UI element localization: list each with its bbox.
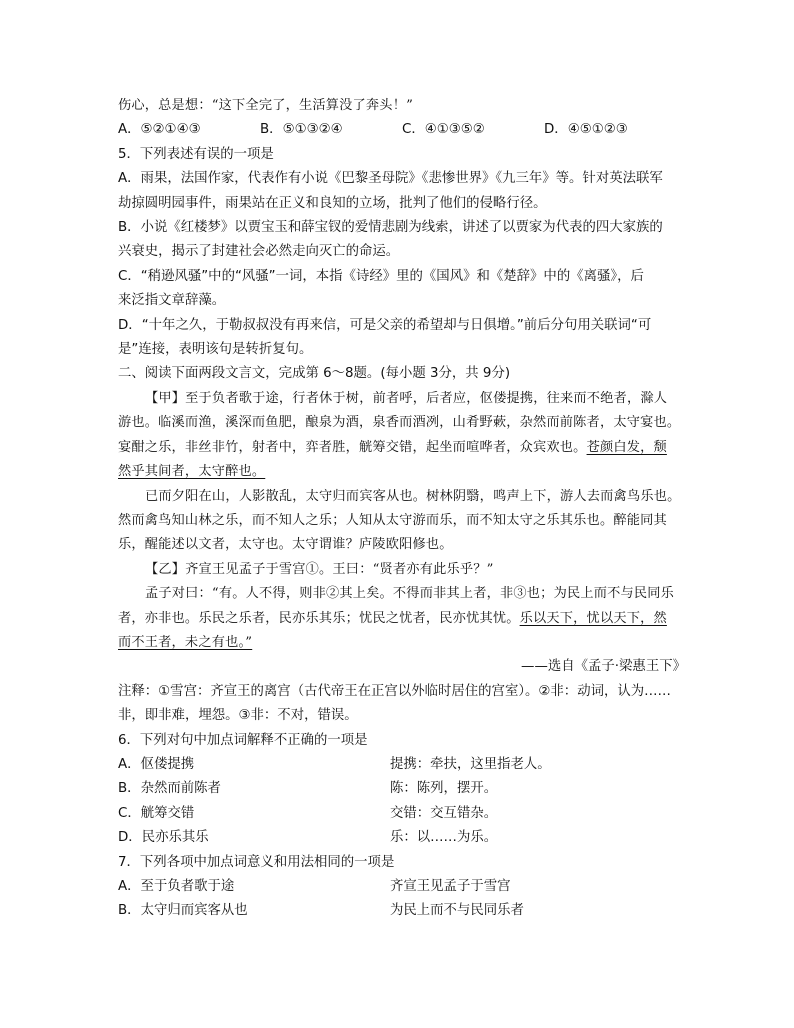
annotation-line1: 注释：①雪宫：齐宣王的离宫（古代帝王在正宫以外临时居住的宫室）。②非：动词，认为…… xyxy=(118,683,671,699)
q5-stem: 5．下列表述有误的一项是 xyxy=(118,146,274,162)
passage-jia-line7: 乐，醒能述以文者，太守也。太守谓谁？庐陵欧阳修也。 xyxy=(118,537,453,553)
q4-option-d: D．④⑤①②③ xyxy=(544,122,628,138)
q5-option-c-line2: 来泛指文章辞藻。 xyxy=(118,293,226,309)
q6-option-a-text: A．伛偻提携 xyxy=(118,756,195,772)
q6-option-b-explain: 陈：陈列，摆开。 xyxy=(390,781,498,797)
q7-option-b-left: B．太守归而宾客从也 xyxy=(118,903,248,919)
q6-option-c-explain: 交错：交互错杂。 xyxy=(390,805,498,821)
passage-jia-line5: 已而夕阳在山，人影散乱，太守归而宾客从也。树林阴翳，鸣声上下，游人去而禽鸟乐也。 xyxy=(145,488,681,504)
q6-option-d-text: D．民亦乐其乐 xyxy=(118,830,209,846)
q5-option-c-line1: C．“稍逊风骚”中的“风骚”一词，本指《诗经》里的《国风》和《楚辞》中的《离骚》，后 xyxy=(118,268,644,284)
q7-option-b-right: 为民上而不与民同乐者 xyxy=(390,903,524,919)
q6-option-d xyxy=(118,826,686,850)
q4-option-a: A．⑤②①④③ xyxy=(118,122,201,138)
passage-yi-line4 xyxy=(118,631,686,655)
q4-options xyxy=(118,118,686,142)
q6-option-b xyxy=(118,777,686,801)
q6-option-c-text: C．觥筹交错 xyxy=(118,805,195,821)
passage-jia-line2: 游也。临溪而渔，溪深而鱼肥，酿泉为酒，泉香而酒冽，山肴野蔌，杂然而前陈者，太守宴也。 xyxy=(118,415,681,431)
q7-option-a-right: 齐宣王见孟子于雪宫 xyxy=(390,879,511,894)
q7-option-b xyxy=(118,899,686,923)
q6-stem: 6．下列对句中加点词解释不正确的一项是 xyxy=(118,732,368,748)
q4-option-c: C．④①③⑤② xyxy=(402,122,485,138)
q7-stem: 7．下列各项中加点词意义和用法相同的一项是 xyxy=(118,854,395,870)
q5-option-b-line1: B．小说《红楼梦》以贾宝玉和薛宝钗的爱情悲剧为线索，讲述了以贾家为代表的四大家族的 xyxy=(118,220,663,236)
passage-yi-line1: 【乙】齐宣王见孟子于雪宫①。王曰：“贤者亦有此乐乎？” xyxy=(145,561,494,577)
q5-option-d-line1: D．“十年之久，于勒叔叔没有再来信，可是父亲的希望却与日俱增。”前后分句用关联词“可 xyxy=(118,317,652,333)
q4-tail: 伤心，总是想：“这下全完了，生活算没了奔头！” xyxy=(118,98,414,113)
passage-jia-line3 xyxy=(118,436,686,460)
passage-yi-line3 xyxy=(118,607,686,631)
passage-jia-line3-text: 宴酣之乐，非丝非竹，射者中，弈者胜，觥筹交错，起坐而喧哗者，众宾欢也。 xyxy=(118,439,587,455)
passage-jia-line1: 【甲】至于负者歌于途，行者休于树，前者呼，后者应，伛偻提携，往来而不绝者，滁人 xyxy=(145,390,668,406)
section2-header: 二、阅读下面两段文言文，完成第 6～8题。(每小题 3分，共 9分) xyxy=(118,366,511,382)
q7-option-a-left: A．至于负者歌于途 xyxy=(118,879,235,894)
q5-option-a-line2: 劫掠圆明园事件，雨果站在正义和良知的立场，批判了他们的侵略行径。 xyxy=(118,195,547,211)
underlined-sentence-jia-part2: 然乎其间者，太守醉也。 xyxy=(118,464,266,480)
passage-jia-line4 xyxy=(118,460,686,484)
underlined-sentence-jia-part1: 苍颜白发，颓 xyxy=(586,439,667,455)
passage-yi-line3-text: 者，亦非也。乐民之乐者，民亦乐其乐；忧民之忧者，民亦忧其忧。 xyxy=(118,610,520,626)
q6-option-b-text: B．杂然而前陈者 xyxy=(118,781,221,797)
q7-option-a xyxy=(118,875,686,899)
passage-jia-line6: 然而禽鸟知山林之乐，而不知人之乐；人知从太守游而乐，而不知太守之乐其乐也。醉能同其 xyxy=(118,512,667,528)
underlined-sentence-yi-part2: 而不王者，未之有也。” xyxy=(118,634,253,650)
q5-option-a-line1: A．雨果，法国作家，代表作有小说《巴黎圣母院》《悲惨世界》《九三年》等。针对英法联军 xyxy=(118,171,663,187)
underlined-sentence-yi-part1: 乐以天下，忧以天下，然 xyxy=(519,610,667,626)
q4-option-b: B．⑤①③②④ xyxy=(260,122,343,138)
passage-source: ——选自《孟子·梁惠王下》 xyxy=(521,659,686,675)
q5-option-b-line2: 兴衰史，揭示了封建社会必然走向灭亡的命运。 xyxy=(118,244,400,260)
q6-option-d-explain: 乐：以……为乐。 xyxy=(390,830,498,846)
annotation-line2: 非，即非难，埋怨。③非：不对，错误。 xyxy=(118,708,358,724)
q5-option-d-line2: 是”连接，表明该句是转折复句。 xyxy=(118,342,313,358)
exam-page xyxy=(118,94,686,924)
q6-option-a xyxy=(118,753,686,777)
q6-option-c xyxy=(118,802,686,826)
passage-yi-line2: 孟子对曰：“有。人不得，则非②其上矣。不得而非其上者，非③也；为民上而不与民同乐 xyxy=(145,586,675,602)
q6-option-a-explain: 提携：牵扶，这里指老人。 xyxy=(390,756,551,772)
